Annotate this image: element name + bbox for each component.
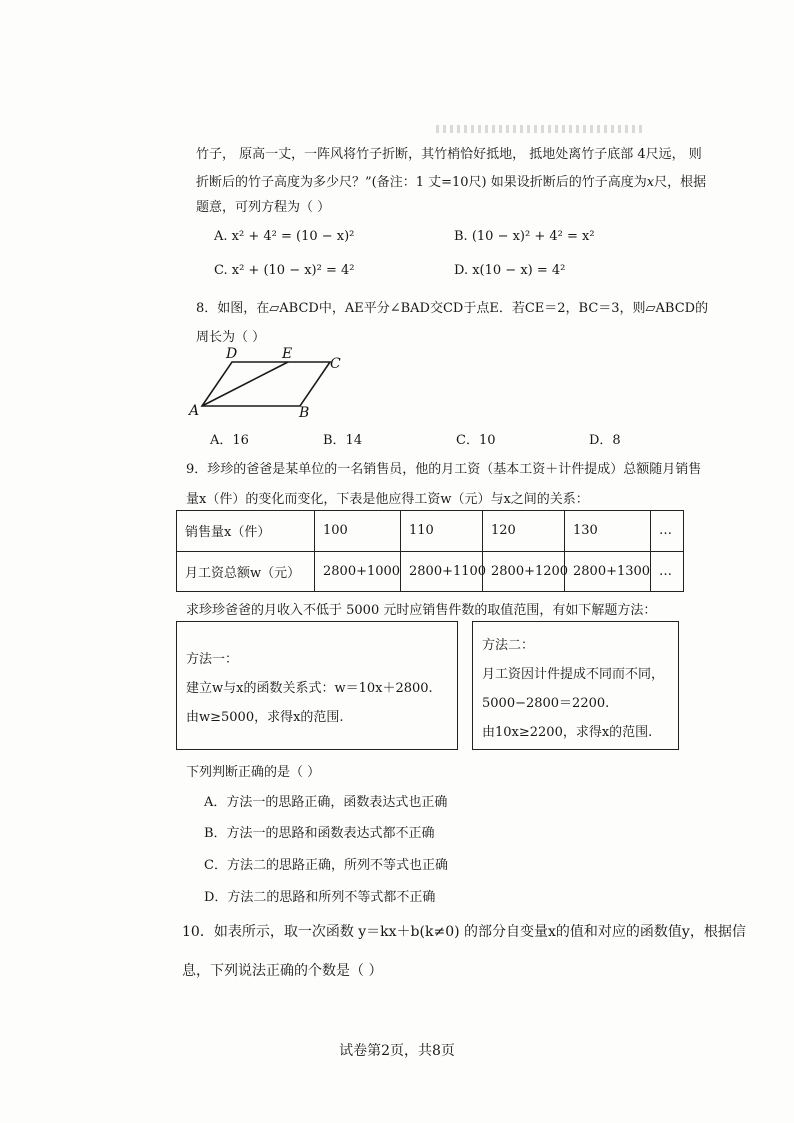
q8-option-a: A．16 bbox=[210, 433, 249, 448]
q9-line2: 量x（件）的变化而变化，下表是他应得工资w（元）与x之间的关系： bbox=[186, 492, 589, 507]
table-cell: 100 bbox=[315, 511, 401, 552]
q9-option-b: B．方法一的思路和函数表达式都不正确 bbox=[204, 826, 435, 841]
method-separator bbox=[457, 621, 473, 748]
method-two-title: 方法二： bbox=[482, 638, 535, 653]
table-row bbox=[177, 511, 684, 552]
q7-line2-end: 尺，根据 bbox=[654, 175, 707, 190]
label-a: A bbox=[189, 403, 200, 419]
method-two-step3: 由10x≥2200，求得x的范围. bbox=[482, 725, 653, 740]
q7-option-c: C. x² + (10 − x)² = 4² bbox=[214, 263, 355, 278]
q8-option-c: C．10 bbox=[456, 433, 496, 448]
parallelogram-abcd bbox=[202, 362, 330, 406]
parallelogram-figure bbox=[180, 344, 350, 420]
q7-line1: 竹子， 原高一丈，一阵风将竹子折断，其竹梢恰好抵地， 抵地处离竹子底部 4尺远， 则 bbox=[196, 147, 702, 162]
q8-option-d: D．8 bbox=[589, 433, 621, 448]
method-one-box bbox=[176, 621, 458, 750]
table-cell: 2800+1000 bbox=[315, 551, 401, 592]
table-cell: 2800+1100 bbox=[401, 551, 483, 592]
q7-option-b: B. (10 − x)² + 4² = x² bbox=[454, 229, 595, 244]
q9-option-d: D．方法二的思路和所列不等式都不正确 bbox=[204, 890, 436, 905]
q9-option-a: A．方法一的思路正确，函数表达式也正确 bbox=[204, 795, 448, 810]
table-cell: 月工资总额w（元） bbox=[177, 551, 315, 592]
table-cell: 110 bbox=[401, 511, 483, 552]
q9-line1: 9．珍珍的爸爸是某单位的一名销售员，他的月工资（基本工资＋计件提成）总额随月销售 bbox=[186, 462, 702, 477]
method-one-step1: 建立w与x的函数关系式：w＝10x＋2800. bbox=[186, 681, 433, 696]
page-footer: 试卷第2页，共8页 bbox=[339, 1043, 455, 1059]
q9-option-c: C．方法二的思路正确，所列不等式也正确 bbox=[204, 858, 448, 873]
method-two-step2: 5000−2800＝2200. bbox=[482, 696, 610, 711]
sales-table bbox=[176, 510, 684, 592]
method-one-title: 方法一： bbox=[186, 652, 239, 667]
table-cell: 130 bbox=[565, 511, 651, 552]
q8-line1: 8．如图，在▱ABCD中，AE平分∠BAD交CD于点E．若CE＝2，BC＝3，则▱ABCD的 bbox=[196, 301, 709, 316]
label-b: B bbox=[299, 405, 310, 420]
table-cell: 2800+1200 bbox=[483, 551, 565, 592]
table-cell: … bbox=[651, 551, 684, 592]
segment-ae bbox=[202, 362, 288, 406]
q10-line2: 息，下列说法正确的个数是（ ） bbox=[182, 963, 383, 979]
q7-option-a: A. x² + 4² = (10 − x)² bbox=[214, 229, 355, 244]
q7-line2 bbox=[196, 171, 706, 190]
q8-option-b: B．14 bbox=[323, 433, 363, 448]
q7-line3: 题意，可列方程为（ ） bbox=[196, 200, 331, 215]
method-one-step2: 由w≥5000，求得x的范围. bbox=[186, 710, 344, 725]
table-cell: 120 bbox=[483, 511, 565, 552]
label-d: D bbox=[226, 346, 238, 362]
label-c: C bbox=[330, 356, 341, 372]
label-e: E bbox=[282, 346, 293, 362]
q7-option-d: D. x(10 − x) = 4² bbox=[454, 263, 566, 278]
table-row bbox=[177, 551, 684, 592]
table-cell: … bbox=[651, 511, 684, 552]
q9-prompt: 下列判断正确的是（ ） bbox=[186, 765, 321, 780]
q8-line2: 周长为（ ） bbox=[196, 330, 266, 345]
q7-line2-var: x bbox=[646, 175, 655, 190]
method-two-box bbox=[472, 621, 679, 750]
method-two-step1: 月工资因计件提成不同而不同， bbox=[482, 667, 665, 682]
q7-line2-text: 折断后的竹子高度为多少尺？”(备注：1 丈=10尺) 如果设折断后的竹子高度为 bbox=[196, 175, 647, 190]
table-cell: 2800+1300 bbox=[565, 551, 651, 592]
scan-smudge bbox=[436, 125, 646, 133]
q9-line3: 求珍珍爸爸的月收入不低于 5000 元时应销售件数的取值范围，有如下解题方法： bbox=[186, 603, 657, 618]
table-cell: 销售量x（件） bbox=[177, 511, 315, 552]
q10-line1: 10．如表所示，取一次函数 y＝kx＋b(k≠0) 的部分自变量x的值和对应的函数值y，根据信 bbox=[182, 924, 746, 940]
